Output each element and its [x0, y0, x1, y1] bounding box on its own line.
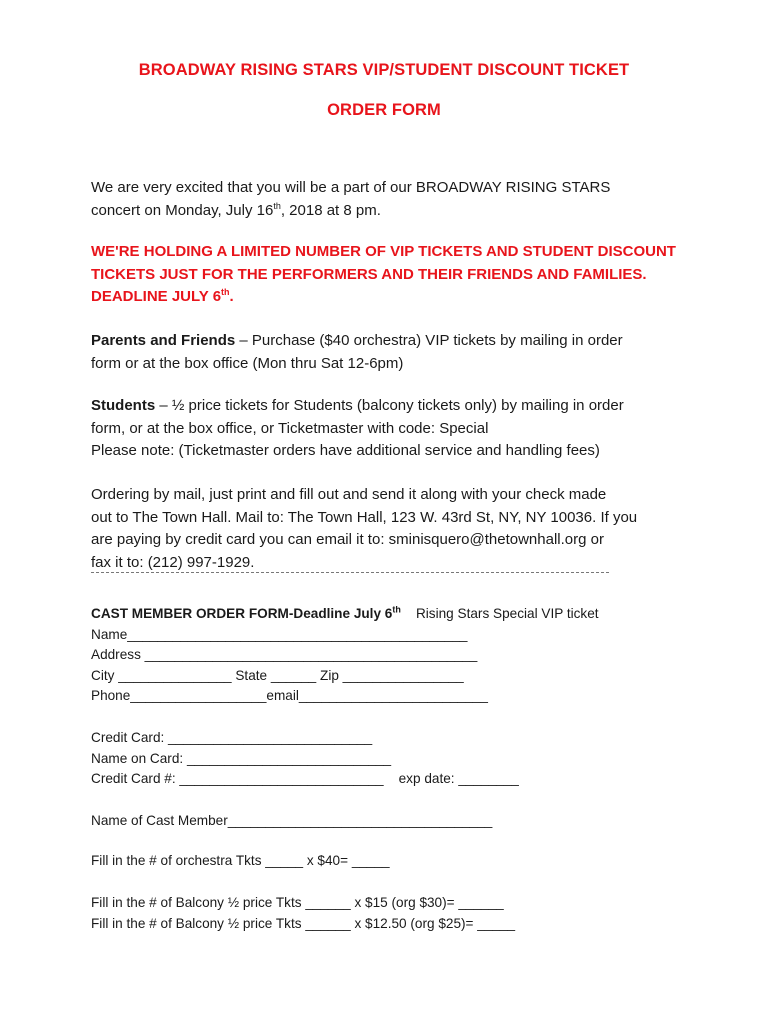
balcony-section	[91, 893, 651, 934]
document-subtitle: ORDER FORM	[327, 101, 441, 119]
parents-label: Parents and Friends	[91, 332, 236, 349]
name-on-card-field[interactable]: Name on Card: ___________________________	[91, 750, 392, 766]
document-title: BROADWAY RISING STARS VIP/STUDENT DISCOUNT TICKET	[138, 61, 630, 79]
balcony-tickets-field-12-50[interactable]: Fill in the # of Balcony ½ price Tkts ______ x $12.50 (org $25)= _____	[91, 915, 516, 931]
notice-line-3	[91, 286, 691, 309]
intro-date-rest: , 2018 at 8 pm.	[280, 201, 381, 219]
notice-line-1: WE'RE HOLDING A LIMITED NUMBER OF VIP TICKETS AND STUDENT DISCOUNT	[91, 243, 676, 260]
students-paragraph	[91, 395, 691, 463]
city-state-zip-field[interactable]: City _______________ State ______ Zip ________________	[91, 667, 464, 683]
form-heading-text: CAST MEMBER ORDER FORM-Deadline July 6	[91, 606, 393, 621]
students-line-1	[91, 395, 691, 418]
students-line-3: Please note: (Ticketmaster orders have additional service and handling fees)	[91, 442, 600, 459]
notice-line-2: TICKETS JUST FOR THE PERFORMERS AND THEIR FRIENDS AND FAMILIES.	[91, 265, 647, 283]
intro-paragraph	[91, 177, 691, 222]
name-field[interactable]: Name_____________________________________________	[91, 626, 468, 642]
mail-line-3: are paying by credit card you can email it to: sminisquero@thetownhall.org or	[91, 531, 604, 548]
phone-email-field[interactable]: Phone__________________email_________________________	[91, 688, 488, 703]
parents-text: – Purchase ($40 orchestra) VIP tickets by mailing in order	[235, 332, 623, 349]
credit-card-field[interactable]: Credit Card: ___________________________	[91, 730, 373, 745]
parents-paragraph	[91, 330, 691, 375]
intro-line-1: We are very excited that you will be a part of our BROADWAY RISING STARS	[91, 179, 611, 196]
parents-line-1	[91, 330, 691, 353]
mail-line-2: out to The Town Hall. Mail to: The Town Hall, 123 W. 43rd St, NY, NY 10036. If you	[91, 508, 638, 526]
mail-instructions	[91, 484, 691, 574]
intro-line-2	[91, 200, 691, 223]
address-field[interactable]: Address ____________________________________________	[91, 647, 478, 662]
cut-line-divider	[91, 572, 609, 573]
form-heading	[91, 604, 651, 625]
students-line-2: form, or at the box office, or Ticketmaster with code: Special	[91, 419, 489, 437]
cast-member-section	[91, 811, 651, 832]
form-ticket-type: Rising Stars Special VIP ticket	[400, 606, 599, 621]
cast-order-form	[91, 604, 651, 707]
form-heading-suffix: th	[392, 604, 401, 615]
mail-line-4: fax it to: (212) 997-1929.	[91, 553, 255, 571]
orchestra-section	[91, 851, 651, 872]
notice-deadline-suffix: th	[221, 287, 230, 297]
intro-date-suffix: th	[273, 200, 281, 211]
students-label: Students	[91, 397, 156, 414]
deadline-notice	[91, 241, 691, 309]
orchestra-tickets-field[interactable]: Fill in the # of orchestra Tkts _____ x $40= _____	[91, 853, 390, 868]
balcony-tickets-field-15[interactable]: Fill in the # of Balcony ½ price Tkts ______ x $15 (org $30)= ______	[91, 895, 504, 910]
notice-deadline-rest: .	[229, 288, 234, 305]
notice-deadline-text: DEADLINE JULY 6	[91, 288, 222, 305]
parents-line-2: form or at the box office (Mon thru Sat 12-6pm)	[91, 354, 404, 372]
payment-section	[91, 728, 651, 790]
cast-member-name-field[interactable]: Name of Cast Member___________________________________	[91, 813, 493, 828]
intro-date-text: concert on Monday, July 16	[91, 201, 274, 219]
card-number-exp-field[interactable]: Credit Card #: ___________________________ exp date: ________	[91, 771, 519, 786]
students-text: – ½ price tickets for Students (balcony tickets only) by mailing in order	[155, 397, 624, 414]
mail-line-1: Ordering by mail, just print and fill out and send it along with your check made	[91, 486, 607, 503]
